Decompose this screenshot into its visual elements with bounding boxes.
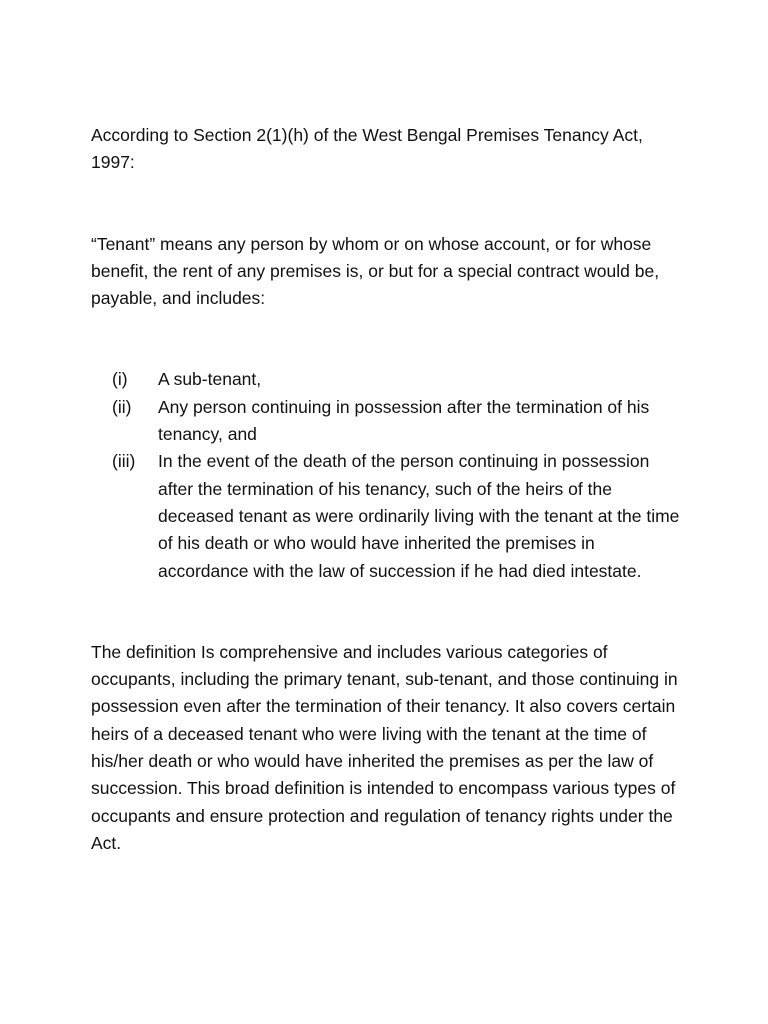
list-item-text: In the event of the death of the person continuing in possession after the termination of his tenancy, such of the heirs of the deceased tenant as were ordinarily living with the tenant at the time of his death or who would have inherited the premises in accordance with the law of succession if he had died intestate. <box>158 451 680 581</box>
list-marker: (i) <box>112 369 128 390</box>
list-marker: (iii) <box>112 451 136 472</box>
list-item <box>91 448 691 584</box>
list-item <box>91 394 691 449</box>
list-marker: (ii) <box>112 396 132 417</box>
list-item-text: A sub-tenant, <box>158 369 262 390</box>
document-page <box>91 122 691 857</box>
list-item-text: Any person continuing in possession after the termination of his tenancy, and <box>158 396 650 445</box>
summary-paragraph: The definition Is comprehensive and includes various categories of occupants, including the primary tenant, sub-tenant, and those continuing in possession even after the termination of their tenancy. It also covers certain heirs of a deceased tenant who were living with the tenant at the time of his/her death or who would have inherited the premises as per the law of succession. This broad definition is intended to encompass various types of occupants and ensure protection and regulation of tenancy rights under the Act. <box>91 641 678 853</box>
list-item <box>91 366 691 393</box>
tenant-definition-paragraph: “Tenant” means any person by whom or on whose account, or for whose benefit, the rent of any premises is, or but for a special contract would be, payable, and includes: <box>91 233 660 309</box>
inclusions-list <box>91 366 691 584</box>
intro-paragraph: According to Section 2(1)(h) of the West Bengal Premises Tenancy Act, 1997: <box>91 125 643 173</box>
